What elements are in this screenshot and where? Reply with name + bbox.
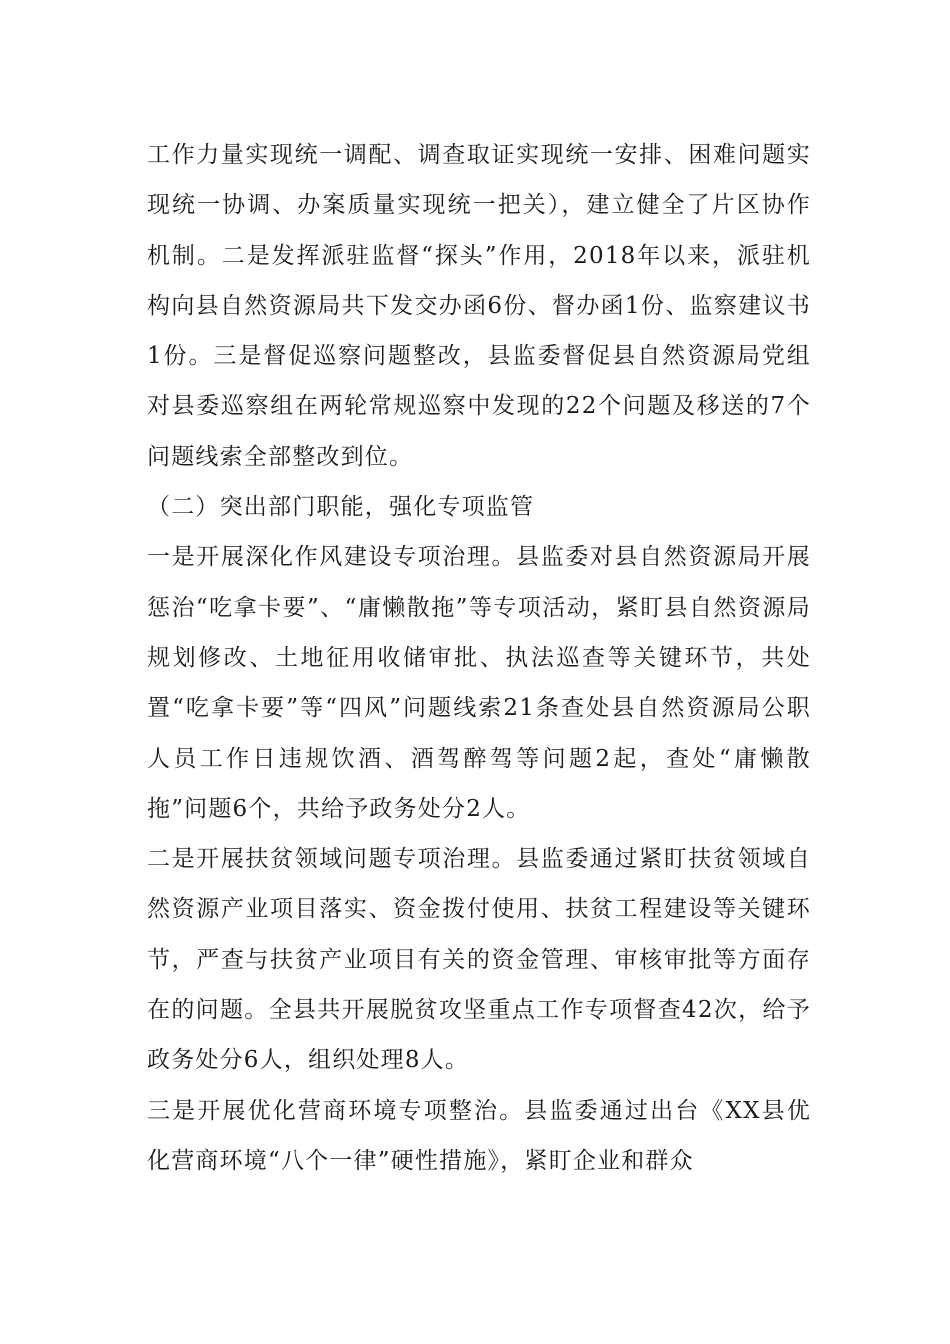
- paragraph-poverty-governance: 二是开展扶贫领域问题专项治理。县监委通过紧盯扶贫领域自然资源产业项目落实、资金拨付使用、扶贫工程建设等关键环节，严查与扶贫产业项目有关的资金管理、审核审批等方面存在的问题。全县共开展脱贫攻坚重点工作专项督查42次，给予政务处分6人，组织处理8人。: [147, 846, 811, 1074]
- document-body: [147, 130, 811, 1186]
- paragraph-continued-work-mechanism: 工作力量实现统一调配、调查取证实现统一安排、困难问题实现统一协调、办案质量实现统一把关），建立健全了片区协作机制。二是发挥派驻监督“探头”作用，2018年以来，派驻机构向县自然资源局共下发交办函6份、督办函1份、监察建议书1份。三是督促巡察问题整改，县监委督促县自然资源局党组对县委巡察组在两轮常规巡察中发现的22个问题及移送的7个问题线索全部整改到位。: [147, 142, 811, 470]
- paragraph-business-environment: 三是开展优化营商环境专项整治。县监委通过出台《XX县优化营商环境“八个一律”硬性措施》，紧盯企业和群众: [147, 1097, 811, 1174]
- paragraph-style-governance: 一是开展深化作风建设专项治理。县监委对县自然资源局开展惩治“吃拿卡要”、“庸懒散拖”等专项活动，紧盯县自然资源局规划修改、土地征用收储审批、执法巡查等关键环节，共处置“吃拿卡要”等“四风”问题线索21条查处县自然资源局公职人员工作日违规饮酒、酒驾醉驾等问题2起，查处“庸懒散拖”问题6个，共给予政务处分2人。: [147, 544, 811, 822]
- section-heading-2: （二）突出部门职能，强化专项监管: [147, 494, 535, 521]
